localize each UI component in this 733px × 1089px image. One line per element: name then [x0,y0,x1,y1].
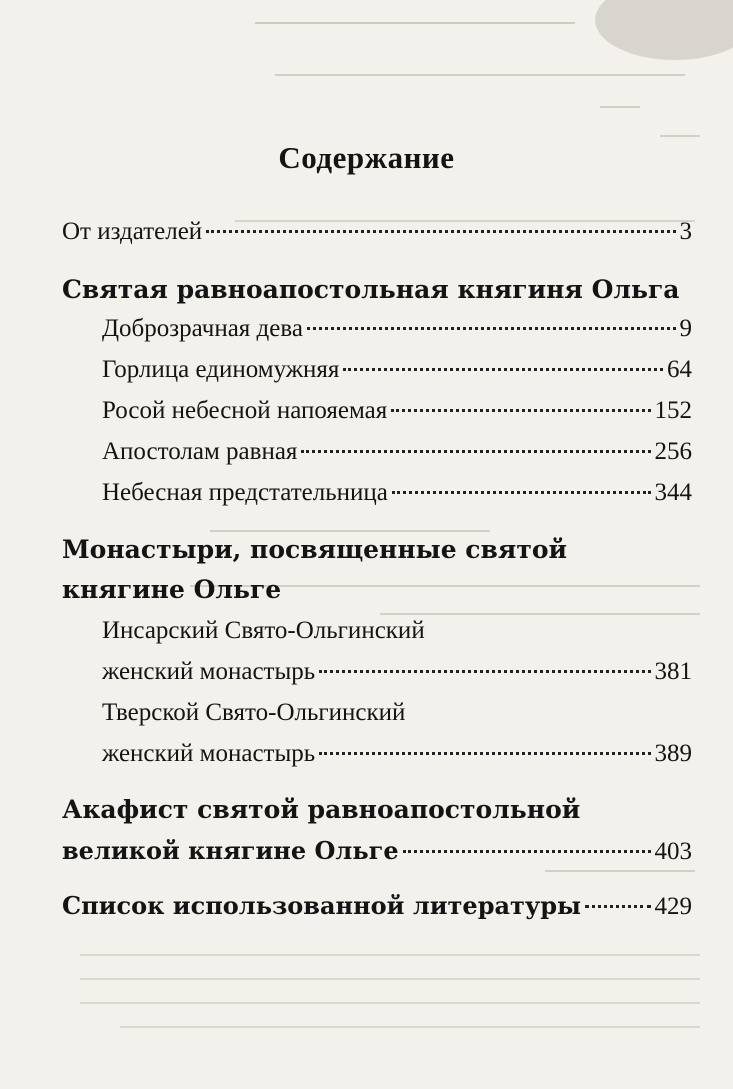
toc-title: Содержание [278,140,455,175]
toc-entry[interactable] [102,479,692,507]
toc-entry-label-line1[interactable]: Инсарский Свято-Ольгинский [102,617,425,644]
bleed-through-line [80,992,700,1004]
toc-entry-page: 9 [679,315,692,342]
bleed-through-line [275,62,685,76]
toc-entry-label: Росой небесной напояемая [102,397,388,424]
bleed-through-line [80,944,700,956]
toc-entry-label-line1[interactable]: Тверской Свято-Ольгинский [102,699,406,726]
toc-entry[interactable] [62,218,692,246]
leader-dots [307,327,676,330]
toc-entry-page: 403 [654,838,692,865]
toc-entry-page: 3 [679,218,692,245]
toc-section-heading[interactable]: Святая равноапостольная княгиня Ольга [62,275,680,304]
toc-entry[interactable] [62,836,692,866]
leader-dots [206,230,675,233]
toc-entry-page: 389 [654,740,692,767]
bleed-through-line [380,603,700,615]
toc-section-heading: Список использованной литературы [62,891,582,920]
toc-entry[interactable] [102,356,692,384]
bleed-through-line [80,968,700,980]
bleed-through-line [255,8,575,24]
leader-dots [319,752,650,755]
toc-section-heading-line1[interactable]: Акафист святой равноапостольной [62,795,581,824]
toc-entry-label: Горлица единомужняя [102,356,340,383]
toc-entry[interactable] [102,438,692,466]
toc-entry-label: От издателей [62,218,203,245]
toc-section-heading-line1[interactable]: Монастыри, посвященные святой [62,535,568,564]
toc-entry-page: 344 [654,479,692,506]
leader-dots [343,368,663,371]
toc-entry-label-line2: женский монастырь [102,658,316,685]
toc-entry[interactable] [102,658,692,686]
toc-section-heading-line2[interactable]: княгине Ольге [62,575,282,604]
toc-entry-label-line2: женский монастырь [102,740,316,767]
toc-entry-label: Апостолам равная [102,438,298,465]
toc-entry-label: Небесная предстательница [102,479,388,506]
toc-entry[interactable] [102,740,692,768]
bleed-through-line [120,1016,700,1028]
toc-entry-page: 64 [667,356,692,383]
leader-dots [585,905,650,908]
toc-entry-page: 429 [654,893,692,920]
leader-dots [391,409,650,412]
leader-dots [319,670,650,673]
leader-dots [392,491,651,494]
toc-entry-page: 152 [654,397,692,424]
bleed-through-line [210,520,490,532]
bleed-through-line [660,125,700,137]
toc-entry-label: Доброзрачная дева [102,315,303,342]
toc-entry[interactable] [102,315,692,343]
toc-entry-page: 256 [654,438,692,465]
toc-entry[interactable] [102,397,692,425]
toc-section-heading-line2: великой княгине Ольге [62,836,399,865]
leader-dots [403,850,651,853]
toc-entry[interactable] [62,891,692,921]
toc-entry-page: 381 [654,658,692,685]
page-corner-shadow [595,0,733,60]
leader-dots [301,450,650,453]
bleed-through-line [600,96,640,108]
